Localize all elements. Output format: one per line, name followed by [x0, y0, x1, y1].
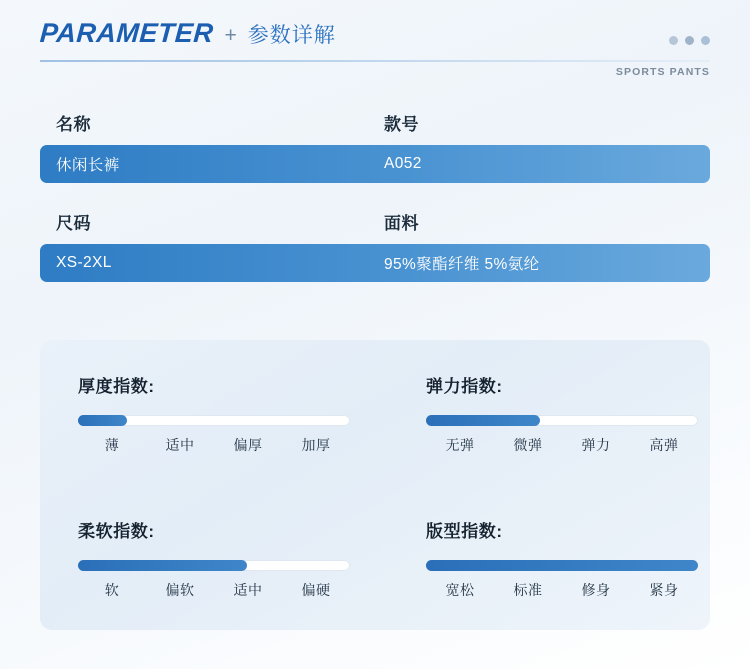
index-elasticity [388, 340, 736, 485]
index-tick-labels [78, 435, 350, 455]
spec-value-name: 休闲长裤 [56, 157, 120, 174]
index-tick: 薄 [104, 437, 120, 453]
index-tick: 偏厚 [233, 437, 263, 453]
index-tick: 高弹 [649, 437, 679, 453]
spec-value-style-no: A052 [384, 155, 422, 172]
index-slider-fill [426, 560, 698, 571]
index-softness [40, 485, 388, 630]
decorative-dots [669, 36, 710, 45]
index-title: 厚度指数: [78, 377, 155, 396]
spec-header-row [40, 209, 710, 234]
dot-icon [685, 36, 694, 45]
index-slider-track[interactable] [78, 560, 350, 571]
index-slider-track[interactable] [78, 415, 350, 426]
index-tick: 加厚 [301, 437, 331, 453]
index-thickness [40, 340, 388, 485]
index-slider-fill [426, 415, 540, 426]
spec-value-row [40, 145, 710, 183]
spec-label-style-no: 款号 [384, 115, 419, 134]
spec-value-fabric: 95%聚酯纤维 5%氨纶 [384, 256, 540, 273]
index-tick: 弹力 [581, 437, 611, 453]
index-tick: 修身 [581, 582, 611, 598]
index-slider-track[interactable] [426, 415, 698, 426]
page-header [40, 18, 710, 74]
index-grid [40, 340, 710, 630]
index-slider-fill [78, 415, 127, 426]
index-tick: 无弹 [445, 437, 475, 453]
index-title: 版型指数: [426, 522, 503, 541]
index-slider-fill [78, 560, 247, 571]
index-tick: 标准 [513, 582, 543, 598]
spec-value-row [40, 244, 710, 282]
spec-table [40, 110, 710, 308]
dot-icon [701, 36, 710, 45]
spec-label-size: 尺码 [56, 214, 91, 233]
index-fit [388, 485, 736, 630]
index-title: 柔软指数: [78, 522, 155, 541]
spec-value-size: XS-2XL [56, 254, 112, 271]
index-tick: 适中 [165, 437, 195, 453]
category-label: SPORTS PANTS [615, 66, 710, 78]
index-tick: 软 [104, 582, 120, 598]
header-divider [40, 60, 710, 62]
index-title: 弹力指数: [426, 377, 503, 396]
index-tick-labels [426, 580, 698, 600]
index-tick: 宽松 [445, 582, 475, 598]
title-plus-separator: + [224, 24, 237, 47]
spec-header-row [40, 110, 710, 135]
index-tick: 适中 [233, 582, 263, 598]
index-tick: 偏软 [165, 582, 195, 598]
dot-icon [669, 36, 678, 45]
page-title-cn: 参数详解 [247, 24, 336, 47]
index-tick: 偏硬 [301, 582, 331, 598]
page-title-en: PARAMETER [38, 18, 215, 48]
index-tick-labels [78, 580, 350, 600]
index-tick-labels [426, 435, 698, 455]
spec-label-name: 名称 [56, 115, 91, 134]
spec-label-fabric: 面料 [384, 214, 419, 233]
index-tick: 紧身 [649, 582, 679, 598]
index-tick: 微弹 [513, 437, 543, 453]
header-title-row [40, 18, 710, 49]
index-panel [40, 340, 710, 630]
index-slider-track[interactable] [426, 560, 698, 571]
